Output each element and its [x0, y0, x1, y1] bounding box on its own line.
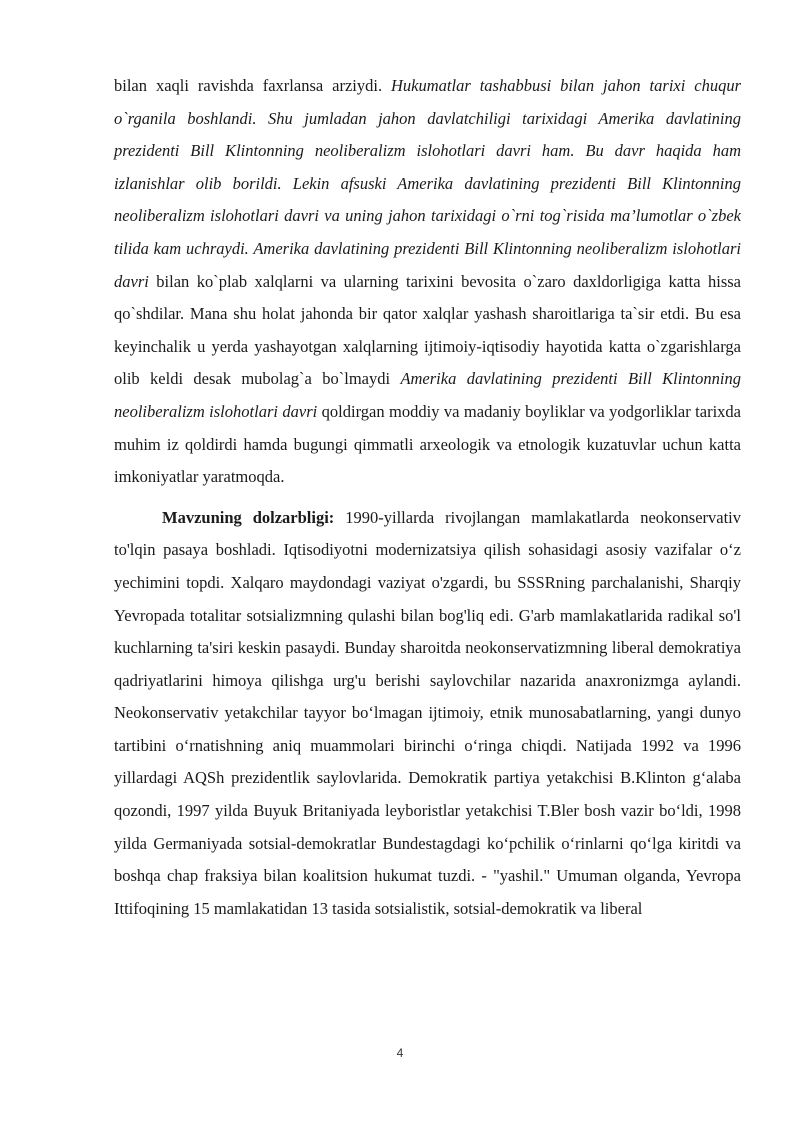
- paragraph-intro: [114, 70, 741, 494]
- paragraph-intro-italic-1: Hukumatlar tashabbusi bilan jahon tarixi chuqur o`rganila boshlandi. Shu jumladan jahon davlatchiligi tarixidagi Amerika davlatining prezidenti Bill Klintonning neoliberalizm islohotlari davri ham. Bu davr haqida ham izlanishlar olib borildi. Lekin afsuski Amerika davlatining prezidenti Bill Klintonning neoliberalizm islohotlari davri va uning jahon tarixidagi o`rni tog`risida ma’lumotlar o`zbek tilida kam uchraydi. Amerika davlatining prezidenti Bill Klintonning neoliberalizm islohotlari davri: [114, 76, 742, 291]
- relevance-heading: Mavzuning dolzarbligi:: [162, 507, 335, 527]
- paragraph-intro-text-3: qoldirgan moddiy va madaniy boyliklar va yodgorliklar tarixda muhim iz qoldirdi hamda bugungi qimmatli arxeologik va etnologik kuzatuvlar uchun katta imkoniyatlar yaratmoqda.: [114, 401, 741, 487]
- paragraph-intro-text-1: bilan xaqli ravishda faxrlansa arziydi.: [114, 76, 392, 95]
- page-number: 4: [396, 1046, 404, 1060]
- paragraph-intro-italic-2: Amerika davlatining prezidenti Bill Klintonning neoliberalizm islohotlari davri: [114, 369, 741, 421]
- document-page: [114, 70, 741, 925]
- paragraph-intro-text-2: bilan ko`plab xalqlarni va ularning tarixini bevosita o`zaro daxldorligiga katta hissa qo`shdilar. Mana shu holat jahonda bir qator xalqlar yashash sharoitlariga ta`sir etdi. Bu esa keyinchalik u yerda yashayotgan xalqlarning ijtimoiy-iqtisodiy hayotida katta o`zgarishlarga olib keldi desak mubolag`a bo`lmaydi: [114, 271, 741, 389]
- relevance-body: 1990-yillarda rivojlangan mamlakatlarda neokonservativ to'lqin pasaya boshladi. Iqtisodiyotni modernizatsiya qilish sohasidagi asosiy vazifalar o‘z yechimini topdi. Xalqaro maydondagi vaziyat o'zgardi, bu SSSRning parchalanishi, Sharqiy Yevropada totalitar sotsializmning qulashi bilan bog'liq edi. G'arb mamlakatlarida radikal so'l kuchlarning ta'siri keskin pasaydi. Bunday sharoitda neokonservatizmning liberal demokratiya qadriyatlarini himoya qilishga urg'u berishi saylovchilar nazarida anaxronizmga aylandi. Neokonservativ yetakchilar tayyor bo‘lmagan ijtimoiy, etnik munosabatlarning, yangi dunyo tartibini o‘rnatishning aniq muammolari birinchi o‘ringa chiqdi. Natijada 1992 va 1996 yillardagi AQSh prezidentlik saylovlarida. Demokratik partiya yetakchisi B.Klinton g‘alaba qozondi, 1997 yilda Buyuk Britaniyada leyboristlar yetakchisi T.Bler bosh vazir bo‘ldi, 1998 yilda Germaniyada sotsial-demokratlar Bundestagdagi ko‘pchilik o‘rinlarni qo‘lga kiritdi va boshqa chap fraksiya bilan koalitsion hukumat tuzdi. - "yashil." Umuman olganda, Yevropa Ittifoqining 15 mamlakatidan 13 tasida sotsialistik, sotsial-demokratik va liberal: [114, 507, 742, 918]
- paragraph-relevance: [114, 502, 741, 926]
